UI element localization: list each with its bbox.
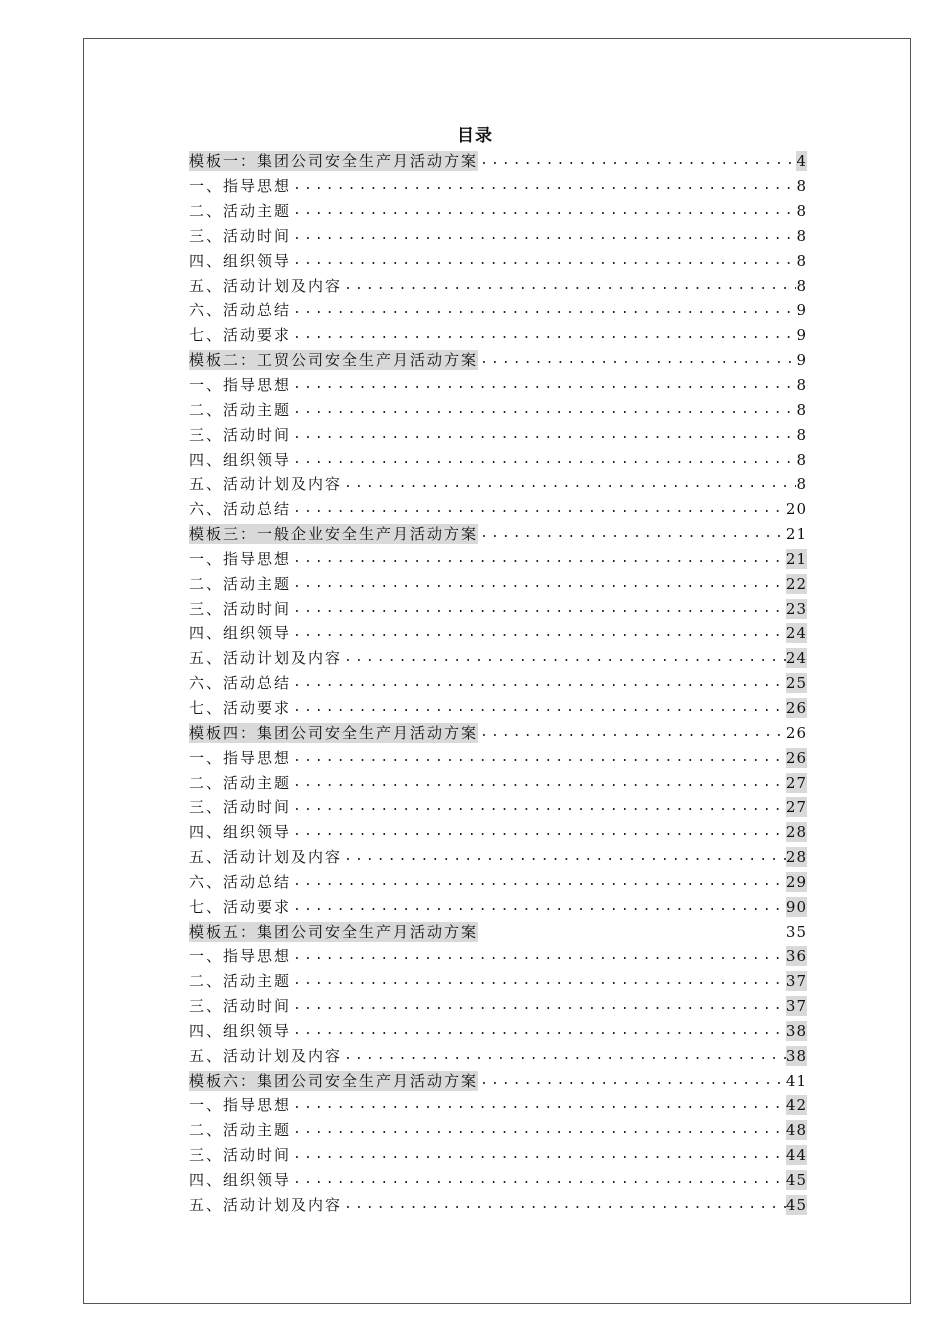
toc-leader-dots xyxy=(342,648,786,668)
toc-entry[interactable] xyxy=(189,199,807,224)
toc-entry-label: 五、活动计划及内容 xyxy=(189,1046,343,1065)
toc-page-number: 21 xyxy=(785,525,807,544)
toc-leader-dots xyxy=(291,971,786,991)
toc-module-entry[interactable] xyxy=(189,720,807,745)
toc-leader-dots xyxy=(291,201,796,221)
toc-leader-dots xyxy=(291,822,786,842)
toc-entry[interactable] xyxy=(189,472,807,497)
toc-entry-label: 五、活动计划及内容 xyxy=(189,276,343,295)
toc-leader-dots xyxy=(291,176,796,196)
toc-entry-label: 七、活动要求 xyxy=(189,698,292,717)
toc-leader-dots xyxy=(291,375,796,395)
toc-page-number: 37 xyxy=(785,972,807,991)
toc-page-number: 35 xyxy=(785,922,807,941)
toc-entry[interactable] xyxy=(189,671,807,696)
table-of-contents xyxy=(189,149,807,1217)
toc-page-number: 8 xyxy=(796,202,807,221)
toc-leader-dots xyxy=(291,251,796,271)
toc-entry[interactable] xyxy=(189,621,807,646)
toc-leader-dots xyxy=(291,1021,786,1041)
toc-module-entry[interactable] xyxy=(189,149,807,174)
toc-entry[interactable] xyxy=(189,646,807,671)
toc-page-number: 27 xyxy=(785,798,807,817)
toc-leader-dots xyxy=(291,1120,786,1140)
toc-entry-label: 三、活动时间 xyxy=(189,425,292,444)
toc-entry-label: 三、活动时间 xyxy=(189,997,292,1016)
toc-entry[interactable] xyxy=(189,1192,807,1217)
toc-entry-label: 六、活动总结 xyxy=(189,301,292,320)
toc-entry-label: 一、指导思想 xyxy=(189,376,292,395)
toc-leader-dots xyxy=(478,723,786,743)
toc-entry[interactable] xyxy=(189,422,807,447)
toc-leader-dots xyxy=(291,1095,786,1115)
toc-entry[interactable] xyxy=(189,397,807,422)
toc-entry-label: 模板二：工贸公司安全生产月活动方案 xyxy=(189,351,479,370)
toc-entry-label: 六、活动总结 xyxy=(189,500,292,519)
toc-page-number: 42 xyxy=(785,1096,807,1115)
toc-entry-label: 七、活动要求 xyxy=(189,326,292,345)
toc-page-number: 21 xyxy=(785,549,807,568)
toc-leader-dots xyxy=(291,300,796,320)
toc-page-number: 26 xyxy=(785,723,807,742)
toc-entry-label: 一、指导思想 xyxy=(189,177,292,196)
toc-title: 目录 xyxy=(457,126,493,146)
toc-page-number: 8 xyxy=(796,475,807,494)
toc-entry-label: 四、组织领导 xyxy=(189,450,292,469)
toc-module-entry[interactable] xyxy=(189,1068,807,1093)
toc-leader-dots xyxy=(291,226,796,246)
toc-entry-label: 四、组织领导 xyxy=(189,624,292,643)
toc-entry[interactable] xyxy=(189,571,807,596)
toc-entry-label: 五、活动计划及内容 xyxy=(189,475,343,494)
toc-entry[interactable] xyxy=(189,869,807,894)
toc-page-number: 29 xyxy=(785,872,807,891)
toc-entry[interactable] xyxy=(189,174,807,199)
toc-entry[interactable] xyxy=(189,248,807,273)
toc-leader-dots xyxy=(291,872,786,892)
toc-leader-dots xyxy=(291,946,786,966)
toc-entry[interactable] xyxy=(189,1019,807,1044)
toc-leader-dots xyxy=(291,996,786,1016)
toc-leader-dots xyxy=(291,425,796,445)
toc-entry[interactable] xyxy=(189,323,807,348)
toc-leader-dots xyxy=(342,474,796,494)
toc-leader-dots xyxy=(291,897,786,917)
toc-leader-dots xyxy=(342,276,796,296)
toc-page-number: 48 xyxy=(785,1121,807,1140)
toc-page-number: 25 xyxy=(785,674,807,693)
toc-entry[interactable] xyxy=(189,969,807,994)
toc-entry-label: 七、活动要求 xyxy=(189,897,292,916)
toc-entry[interactable] xyxy=(189,1118,807,1143)
toc-entry-label: 五、活动计划及内容 xyxy=(189,848,343,867)
toc-page-number: 28 xyxy=(785,823,807,842)
toc-leader-dots xyxy=(291,673,786,693)
toc-page-number: 8 xyxy=(796,425,807,444)
toc-leader-dots xyxy=(291,574,786,594)
toc-page-number: 9 xyxy=(796,351,807,370)
toc-entry-label: 四、组织领导 xyxy=(189,251,292,270)
toc-leader-dots xyxy=(291,549,786,569)
toc-entry[interactable] xyxy=(189,1093,807,1118)
toc-entry-label: 五、活动计划及内容 xyxy=(189,649,343,668)
toc-entry[interactable] xyxy=(189,894,807,919)
toc-entry-label: 六、活动总结 xyxy=(189,674,292,693)
toc-entry-label: 模板六：集团公司安全生产月活动方案 xyxy=(189,1071,479,1090)
toc-leader-dots xyxy=(291,599,786,619)
toc-page-number: 90 xyxy=(785,897,807,916)
toc-module-entry[interactable] xyxy=(189,348,807,373)
toc-leader-dots xyxy=(478,524,786,544)
toc-entry-label: 二、活动主题 xyxy=(189,574,292,593)
toc-entry[interactable] xyxy=(189,547,807,572)
toc-page-number: 23 xyxy=(785,599,807,618)
toc-page-number: 37 xyxy=(785,997,807,1016)
toc-entry[interactable] xyxy=(189,696,807,721)
toc-entry-label: 二、活动主题 xyxy=(189,972,292,991)
toc-entry[interactable] xyxy=(189,1043,807,1068)
toc-page-number: 9 xyxy=(796,301,807,320)
toc-entry-label: 四、组织领导 xyxy=(189,823,292,842)
toc-entry-label: 四、组织领导 xyxy=(189,1171,292,1190)
toc-page-number: 36 xyxy=(785,947,807,966)
toc-page-number: 38 xyxy=(785,1021,807,1040)
toc-entry-label: 二、活动主题 xyxy=(189,1121,292,1140)
toc-entry-label: 二、活动主题 xyxy=(189,773,292,792)
toc-entry[interactable] xyxy=(189,298,807,323)
toc-entry-label: 二、活动主题 xyxy=(189,202,292,221)
toc-leader-dots xyxy=(478,350,796,370)
toc-entry-label: 模板一：集团公司安全生产月活动方案 xyxy=(189,152,479,171)
toc-entry[interactable] xyxy=(189,447,807,472)
toc-entry-label: 六、活动总结 xyxy=(189,872,292,891)
toc-leader-dots xyxy=(291,450,796,470)
toc-entry[interactable] xyxy=(189,224,807,249)
toc-entry-label: 模板四：集团公司安全生产月活动方案 xyxy=(189,723,479,742)
toc-entry-label: 一、指导思想 xyxy=(189,1096,292,1115)
toc-entry[interactable] xyxy=(189,1168,807,1193)
toc-page-number: 26 xyxy=(785,698,807,717)
toc-entry-label: 五、活动计划及内容 xyxy=(189,1195,343,1214)
toc-leader-dots xyxy=(291,400,796,420)
toc-entry[interactable] xyxy=(189,845,807,870)
toc-entry[interactable] xyxy=(189,745,807,770)
toc-leader-dots xyxy=(342,1195,786,1215)
toc-leader-dots xyxy=(291,325,796,345)
toc-page-number: 8 xyxy=(796,450,807,469)
toc-leader-dots xyxy=(478,151,796,171)
toc-leader-dots xyxy=(291,773,786,793)
toc-page-number: 8 xyxy=(796,400,807,419)
toc-entry[interactable] xyxy=(189,994,807,1019)
toc-entry[interactable] xyxy=(189,273,807,298)
toc-entry[interactable] xyxy=(189,373,807,398)
toc-leader-dots xyxy=(291,748,786,768)
toc-page-number: 8 xyxy=(796,376,807,395)
toc-page-number: 24 xyxy=(785,649,807,668)
toc-leader-dots xyxy=(291,1170,786,1190)
toc-entry-label: 三、活动时间 xyxy=(189,599,292,618)
toc-page-number: 4 xyxy=(796,152,807,171)
toc-page-number: 38 xyxy=(785,1046,807,1065)
toc-page-number: 8 xyxy=(796,177,807,196)
toc-leader-dots xyxy=(342,847,786,867)
toc-leader-dots xyxy=(291,623,786,643)
toc-module-entry[interactable] xyxy=(189,522,807,547)
toc-page-number: 8 xyxy=(796,226,807,245)
toc-entry-label: 三、活动时间 xyxy=(189,226,292,245)
toc-entry[interactable] xyxy=(189,820,807,845)
toc-page-number: 20 xyxy=(785,500,807,519)
toc-page-number: 9 xyxy=(796,326,807,345)
toc-page-number: 45 xyxy=(785,1171,807,1190)
toc-entry[interactable] xyxy=(189,1143,807,1168)
toc-page-number: 44 xyxy=(785,1146,807,1165)
toc-entry[interactable] xyxy=(189,944,807,969)
toc-leader-dots xyxy=(478,1071,786,1091)
toc-leader-dots xyxy=(342,1046,786,1066)
toc-entry-label: 二、活动主题 xyxy=(189,400,292,419)
toc-page-number: 26 xyxy=(785,748,807,767)
toc-page-number: 22 xyxy=(785,574,807,593)
toc-entry[interactable] xyxy=(189,795,807,820)
toc-leader-dots xyxy=(291,797,786,817)
toc-entry-label: 模板三：一般企业安全生产月活动方案 xyxy=(189,525,479,544)
toc-leader-dots xyxy=(291,499,786,519)
toc-entry-label: 一、指导思想 xyxy=(189,947,292,966)
toc-page-number: 8 xyxy=(796,276,807,295)
toc-module-entry[interactable] xyxy=(189,919,807,944)
toc-entry-label: 模板五：集团公司安全生产月活动方案 xyxy=(189,922,479,941)
toc-entry-label: 一、指导思想 xyxy=(189,748,292,767)
toc-leader-dots xyxy=(291,698,786,718)
toc-entry[interactable] xyxy=(189,497,807,522)
toc-page-number: 8 xyxy=(796,251,807,270)
toc-entry[interactable] xyxy=(189,770,807,795)
toc-entry-label: 一、指导思想 xyxy=(189,549,292,568)
toc-leader-dots xyxy=(291,1145,786,1165)
toc-entry-label: 三、活动时间 xyxy=(189,1146,292,1165)
toc-page-number: 27 xyxy=(785,773,807,792)
toc-entry-label: 三、活动时间 xyxy=(189,798,292,817)
toc-page-number: 41 xyxy=(785,1071,807,1090)
toc-page-number: 45 xyxy=(785,1195,807,1214)
toc-page-number: 28 xyxy=(785,848,807,867)
toc-entry-label: 四、组织领导 xyxy=(189,1021,292,1040)
toc-entry[interactable] xyxy=(189,596,807,621)
toc-page-number: 24 xyxy=(785,624,807,643)
